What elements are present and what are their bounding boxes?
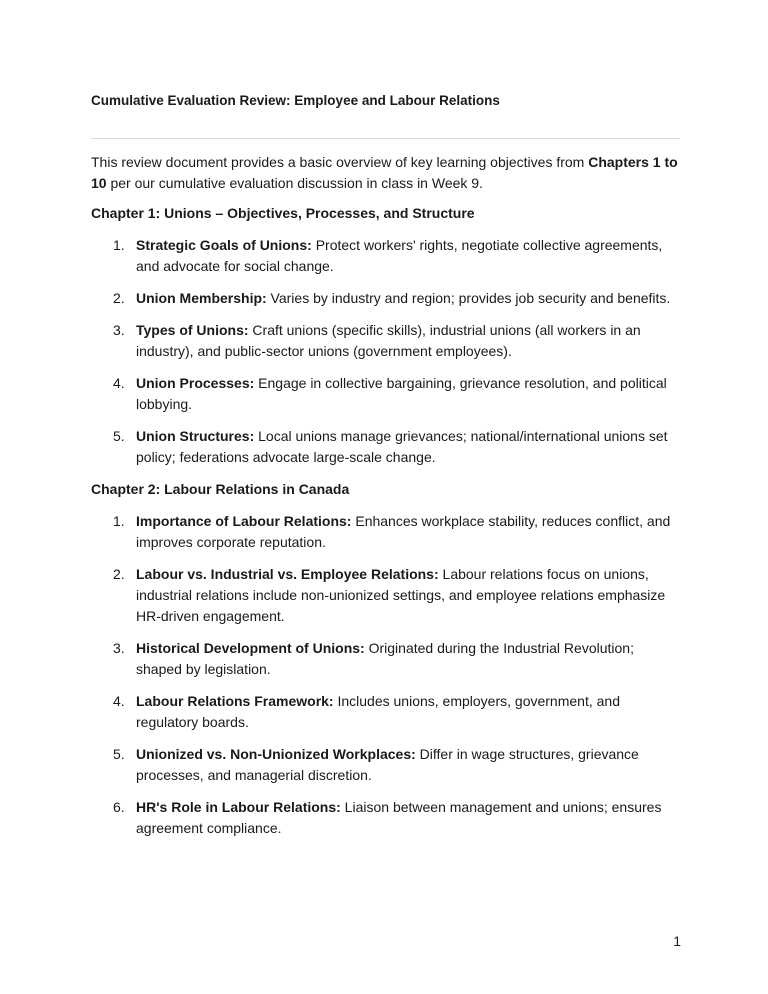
- list-item-term: Labour vs. Industrial vs. Employee Relations:: [136, 566, 439, 582]
- intro-chapters-range: Chapters 1 to 10: [91, 154, 678, 191]
- list-item-number: 3.: [113, 322, 125, 338]
- list-item-text: Craft unions (specific skills), industrial unions (all workers in an industry), and public-sector unions (government employees).: [136, 322, 641, 359]
- list-item-number: 1.: [113, 237, 125, 253]
- list-item: [91, 564, 681, 627]
- page-number: 1: [673, 933, 681, 949]
- list-item-number: 4.: [113, 693, 125, 709]
- chapter-2-heading: Chapter 2: Labour Relations in Canada: [91, 481, 350, 497]
- list-item-term: Labour Relations Framework:: [136, 693, 334, 709]
- list-item-term: Unionized vs. Non-Unionized Workplaces:: [136, 746, 416, 762]
- list-item-term: Historical Development of Unions:: [136, 640, 365, 656]
- list-item-term: Union Structures:: [136, 428, 255, 444]
- list-item-number: 3.: [113, 640, 125, 656]
- chapter-1-heading: Chapter 1: Unions – Objectives, Processes, and Structure: [91, 205, 475, 221]
- list-item-text: Originated during the Industrial Revolution; shaped by legislation.: [136, 640, 634, 677]
- list-item-number: 5.: [113, 746, 125, 762]
- document-title: Cumulative Evaluation Review: Employee and Labour Relations: [91, 93, 500, 108]
- list-item-term: Union Membership:: [136, 290, 267, 306]
- list-item-term: Importance of Labour Relations:: [136, 513, 352, 529]
- intro-paragraph: [91, 152, 681, 194]
- list-item-number: 4.: [113, 375, 125, 391]
- list-item-number: 2.: [113, 290, 125, 306]
- document-body: [91, 152, 681, 850]
- list-item-term: Types of Unions:: [136, 322, 249, 338]
- intro-text-start: This review document provides a basic overview of key learning objectives from: [91, 154, 589, 170]
- list-item-number: 6.: [113, 799, 125, 815]
- list-item: [91, 691, 681, 733]
- list-item: [91, 797, 681, 839]
- list-item: [91, 288, 681, 309]
- chapter-2-list: [91, 511, 681, 839]
- list-item: [91, 373, 681, 415]
- list-item: [91, 511, 681, 553]
- list-item-text: Enhances workplace stability, reduces conflict, and improves corporate reputation.: [136, 513, 671, 550]
- list-item-text: Local unions manage grievances; national/international unions set policy; federations advocate large-scale change.: [136, 428, 668, 465]
- list-item-term: Strategic Goals of Unions:: [136, 237, 312, 253]
- list-item: [91, 320, 681, 362]
- list-item-term: Union Processes:: [136, 375, 255, 391]
- list-item-text: Engage in collective bargaining, grievance resolution, and political lobbying.: [136, 375, 667, 412]
- chapter-1-list: [91, 235, 681, 468]
- list-item-text: Differ in wage structures, grievance processes, and managerial discretion.: [136, 746, 639, 783]
- list-item-text: Varies by industry and region; provides job security and benefits.: [266, 290, 671, 306]
- intro-text-end: per our cumulative evaluation discussion in class in Week 9.: [106, 175, 483, 191]
- list-item: [91, 638, 681, 680]
- list-item-number: 2.: [113, 566, 125, 582]
- list-item-text: Liaison between management and unions; ensures agreement compliance.: [136, 799, 662, 836]
- list-item-number: 1.: [113, 513, 125, 529]
- horizontal-divider: [91, 138, 680, 139]
- list-item: [91, 426, 681, 468]
- list-item: [91, 744, 681, 786]
- list-item-text: Labour relations focus on unions, industrial relations include non-unionized settings, and employee relations emphasize HR-driven engagement.: [136, 566, 666, 624]
- list-item-text: Protect workers' rights, negotiate collective agreements, and advocate for social change.: [136, 237, 663, 274]
- list-item-number: 5.: [113, 428, 125, 444]
- document-page: [91, 0, 681, 994]
- list-item-term: HR's Role in Labour Relations:: [136, 799, 341, 815]
- list-item: [91, 235, 681, 277]
- list-item-text: Includes unions, employers, government, and regulatory boards.: [136, 693, 620, 730]
